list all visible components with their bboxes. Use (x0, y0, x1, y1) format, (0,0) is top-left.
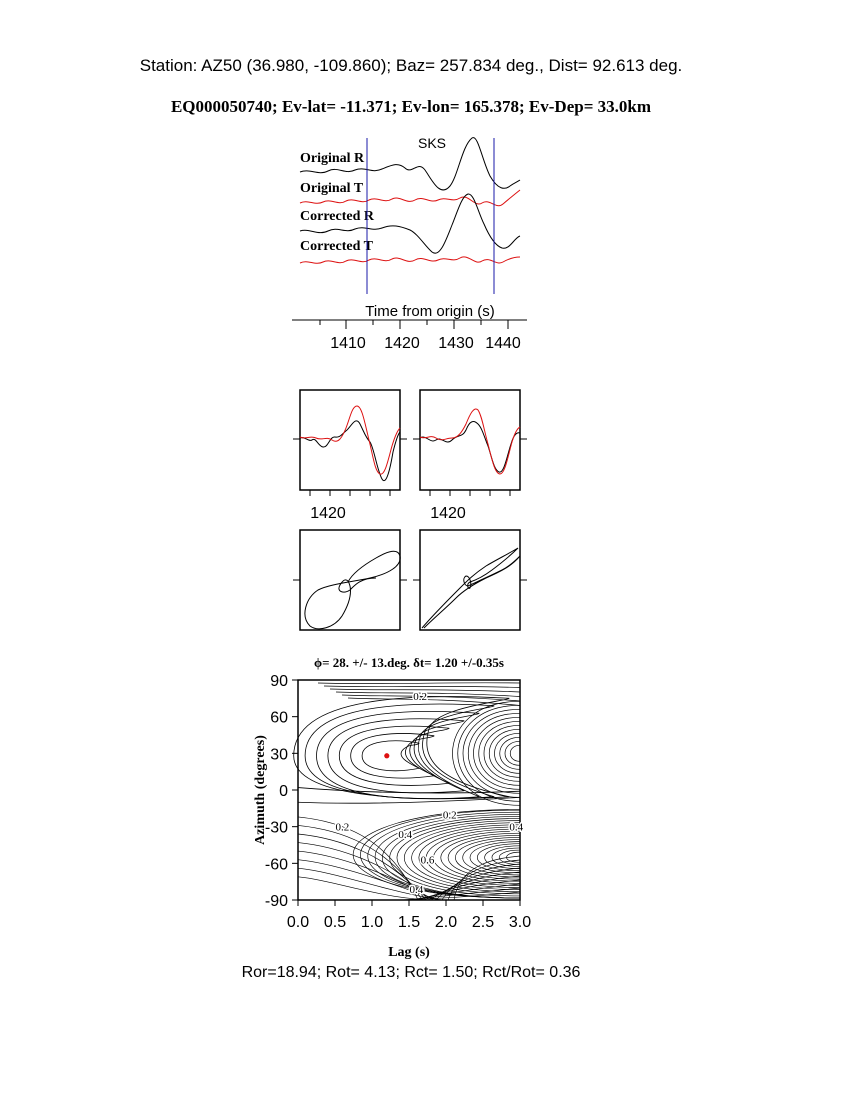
energy-grid-panel (253, 655, 531, 960)
seismogram-panel (292, 135, 527, 352)
grid-x-tick-label: 1.0 (360, 914, 384, 931)
contour-line-right (510, 745, 520, 761)
contour-line-bottom-right (454, 856, 520, 900)
phase-label: SKS (417, 135, 447, 151)
grid-xlabel: Lag (s) (388, 945, 430, 960)
overlay-left-tick-label: 1420 (310, 505, 346, 522)
particle-left-frame (300, 530, 400, 630)
corrected-t-trace (300, 257, 520, 263)
grid-y-tick-label: 30 (270, 746, 288, 764)
contour-label: 0.6 (420, 854, 435, 867)
overlay-left-black-trace (300, 421, 400, 481)
trace-label-corrected-t: Corrected T (300, 239, 373, 254)
trace-label-original-r: Original R (300, 151, 365, 166)
grid-y-tick-label: 0 (279, 783, 288, 800)
contour-label: 0.2 (442, 809, 457, 822)
particle-right-path (422, 548, 520, 628)
time-tick-label: 1430 (438, 335, 474, 352)
contour-line-right (495, 733, 521, 773)
grid-x-tick-label: 1.5 (397, 914, 421, 931)
contour-label: 0.2 (335, 821, 350, 834)
best-fit-marker (384, 753, 389, 758)
contour-line-top (324, 686, 520, 688)
time-axis-label: Time from origin (s) (365, 303, 495, 320)
waveform-overlay-left (293, 390, 407, 522)
contour-line-right (468, 713, 520, 793)
grid-y-tick-label: -90 (264, 893, 288, 910)
contour-line-right (505, 741, 520, 765)
grid-title: ϕ= 28. +/- 13.deg. δt= 1.20 +/-0.35s (313, 655, 505, 670)
time-axis-ticks (320, 320, 508, 329)
overlay-right-black-trace (420, 422, 520, 473)
waveform-overlay-right (413, 390, 527, 522)
contour-line-upper (317, 711, 480, 798)
grid-y-tick-label: -30 (264, 819, 288, 837)
contour-label: 0.4 (509, 821, 524, 834)
grid-x-tick-label: 0.5 (323, 914, 347, 931)
ratio-summary: Ror=18.94; Rot= 4.13; Rct= 1.50; Rct/Rot= 0.36 (241, 964, 581, 981)
time-tick-label: 1440 (485, 335, 521, 352)
grid-y-tick-label: 90 (270, 673, 288, 690)
contour-label: 0.2 (413, 690, 427, 703)
particle-motion-right (413, 530, 527, 630)
grid-ylabel: Azimuth (degrees) (253, 735, 268, 845)
grid-x-tick-label: 0.0 (286, 914, 310, 931)
contour-line-right (463, 709, 520, 797)
contour-line-right (479, 721, 520, 785)
grid-x-tick-label: 3.0 (508, 914, 532, 931)
grid-x-tick-label: 2.5 (471, 914, 495, 931)
contour-label: 0.4 (409, 884, 424, 896)
grid-y-tick-label: 60 (270, 709, 288, 727)
contour-line-upper (351, 734, 435, 778)
contour-line-right (474, 717, 521, 789)
event-header: EQ000050740; Ev-lat= -11.371; Ev-lon= 165.378; Ev-Dep= 33.0km (170, 97, 652, 116)
contour-line-right (500, 737, 520, 769)
time-tick-label: 1420 (384, 335, 420, 352)
contour-lines (294, 683, 520, 900)
contour-line-upper (339, 726, 449, 785)
time-tick-label: 1410 (330, 335, 366, 352)
contour-label: 0.4 (398, 829, 413, 841)
grid-tick-labels (265, 673, 531, 931)
particle-left-path (305, 551, 400, 629)
overlay-right-tick-label: 1420 (430, 505, 466, 522)
contour-line-top (318, 683, 520, 684)
station-header: Station: AZ50 (36.980, -109.860); Baz= 257.834 deg., Dist= 92.613 deg. (139, 56, 683, 75)
trace-label-corrected-r: Corrected R (300, 209, 374, 224)
grid-x-tick-label: 2.0 (434, 914, 458, 931)
grid-y-tick-label: -60 (264, 856, 288, 874)
trace-label-original-t: Original T (300, 181, 364, 196)
particle-motion-left (293, 530, 407, 630)
